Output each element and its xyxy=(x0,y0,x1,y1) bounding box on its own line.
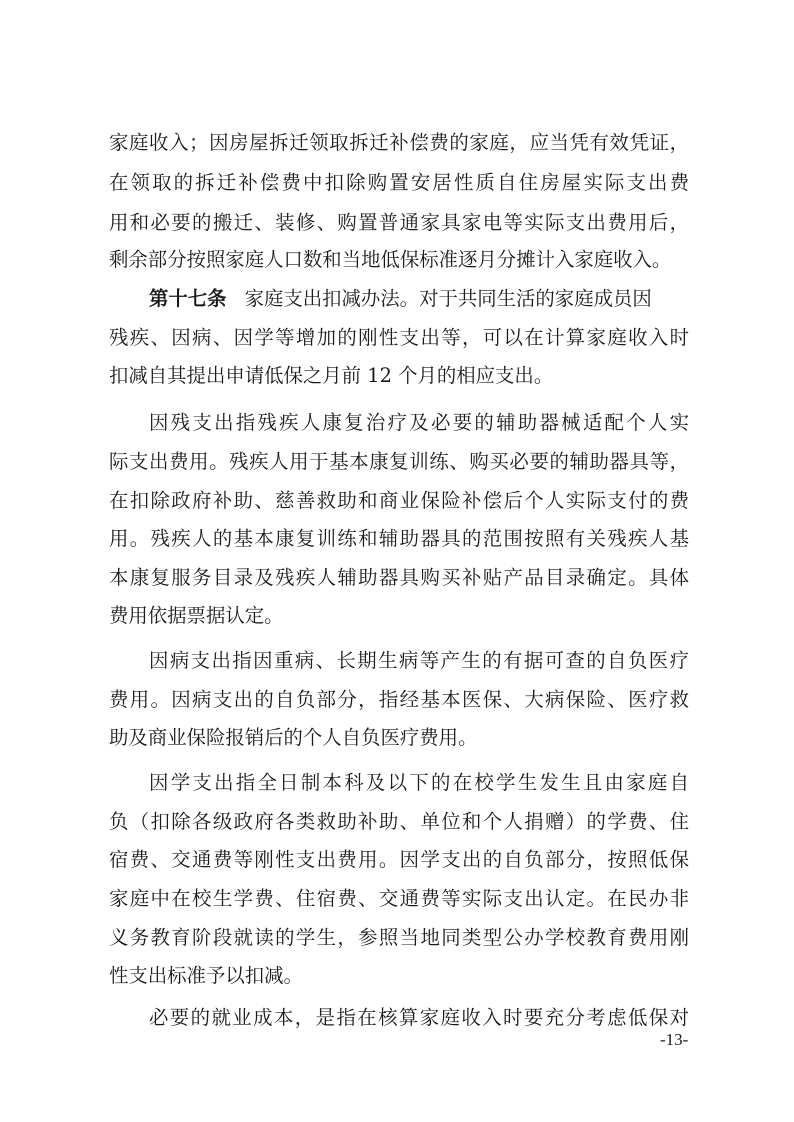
text-line: 助及商业保险报销后的个人自负医疗费用。 xyxy=(109,726,478,749)
text-line: 家庭中在校生学费、住宿费、交通费等实际支出认定。在民办非 xyxy=(109,887,689,910)
text-line: 残疾、因病、因学等增加的刚性支出等，可以在计算家庭收入时 xyxy=(109,326,689,349)
text-line: 用和必要的搬迁、装修、购置普通家具家电等实际支出费用后， xyxy=(109,211,689,234)
text-line: 用。残疾人的基本康复训练和辅助器具的范围按照有关残疾人基 xyxy=(109,527,689,550)
text-line: 家庭支出扣减办法。对于共同生活的家庭成员因 xyxy=(244,287,652,310)
text-line: 宿费、交通费等刚性支出费用。因学支出的自负部分，按照低保 xyxy=(109,848,689,871)
page-number: -13- xyxy=(660,1030,689,1049)
article-17-first-line xyxy=(149,279,689,319)
text-line: 剩余部分按照家庭人口数和当地低保标准逐月分摊计入家庭收入。 xyxy=(109,248,672,271)
text-line: 必要的就业成本，是指在核算家庭收入时要充分考虑低保对 xyxy=(149,1006,689,1029)
text-line: 性支出标准予以扣减。 xyxy=(109,964,303,987)
text-line: 因残支出指残疾人康复治疗及必要的辅助器械适配个人实 xyxy=(149,411,689,434)
text-line: 家庭收入；因房屋拆迁领取拆迁补偿费的家庭，应当凭有效凭证， xyxy=(109,131,689,154)
text-line: 义务教育阶段就读的学生，参照当地同类型公办学校教育费用刚 xyxy=(109,926,689,949)
text-line: 费用依据票据认定。 xyxy=(109,604,284,627)
text-line: 在扣除政府补助、慈善救助和商业保险补偿后个人实际支付的费 xyxy=(109,489,689,512)
text-line: 费用。因病支出的自负部分，指经基本医保、大病保险、医疗救 xyxy=(109,688,689,711)
text-line: 本康复服务目录及残疾人辅助器具购买补贴产品目录确定。具体 xyxy=(109,566,689,589)
text-line: 因病支出指因重病、长期生病等产生的有据可查的自负医疗 xyxy=(149,649,689,672)
article-heading: 第十七条 xyxy=(149,287,227,310)
text-line: 负（扣除各级政府各类救助补助、单位和个人捐赠）的学费、住 xyxy=(109,810,689,833)
text-line: 扣减自其提出申请低保之月前 12 个月的相应支出。 xyxy=(109,364,554,387)
text-line: 际支出费用。残疾人用于基本康复训练、购买必要的辅助器具等， xyxy=(109,450,689,473)
text-line: 因学支出指全日制本科及以下的在校学生发生且由家庭自 xyxy=(149,771,689,794)
text-line: 在领取的拆迁补偿费中扣除购置安居性质自住房屋实际支出费 xyxy=(109,171,689,194)
